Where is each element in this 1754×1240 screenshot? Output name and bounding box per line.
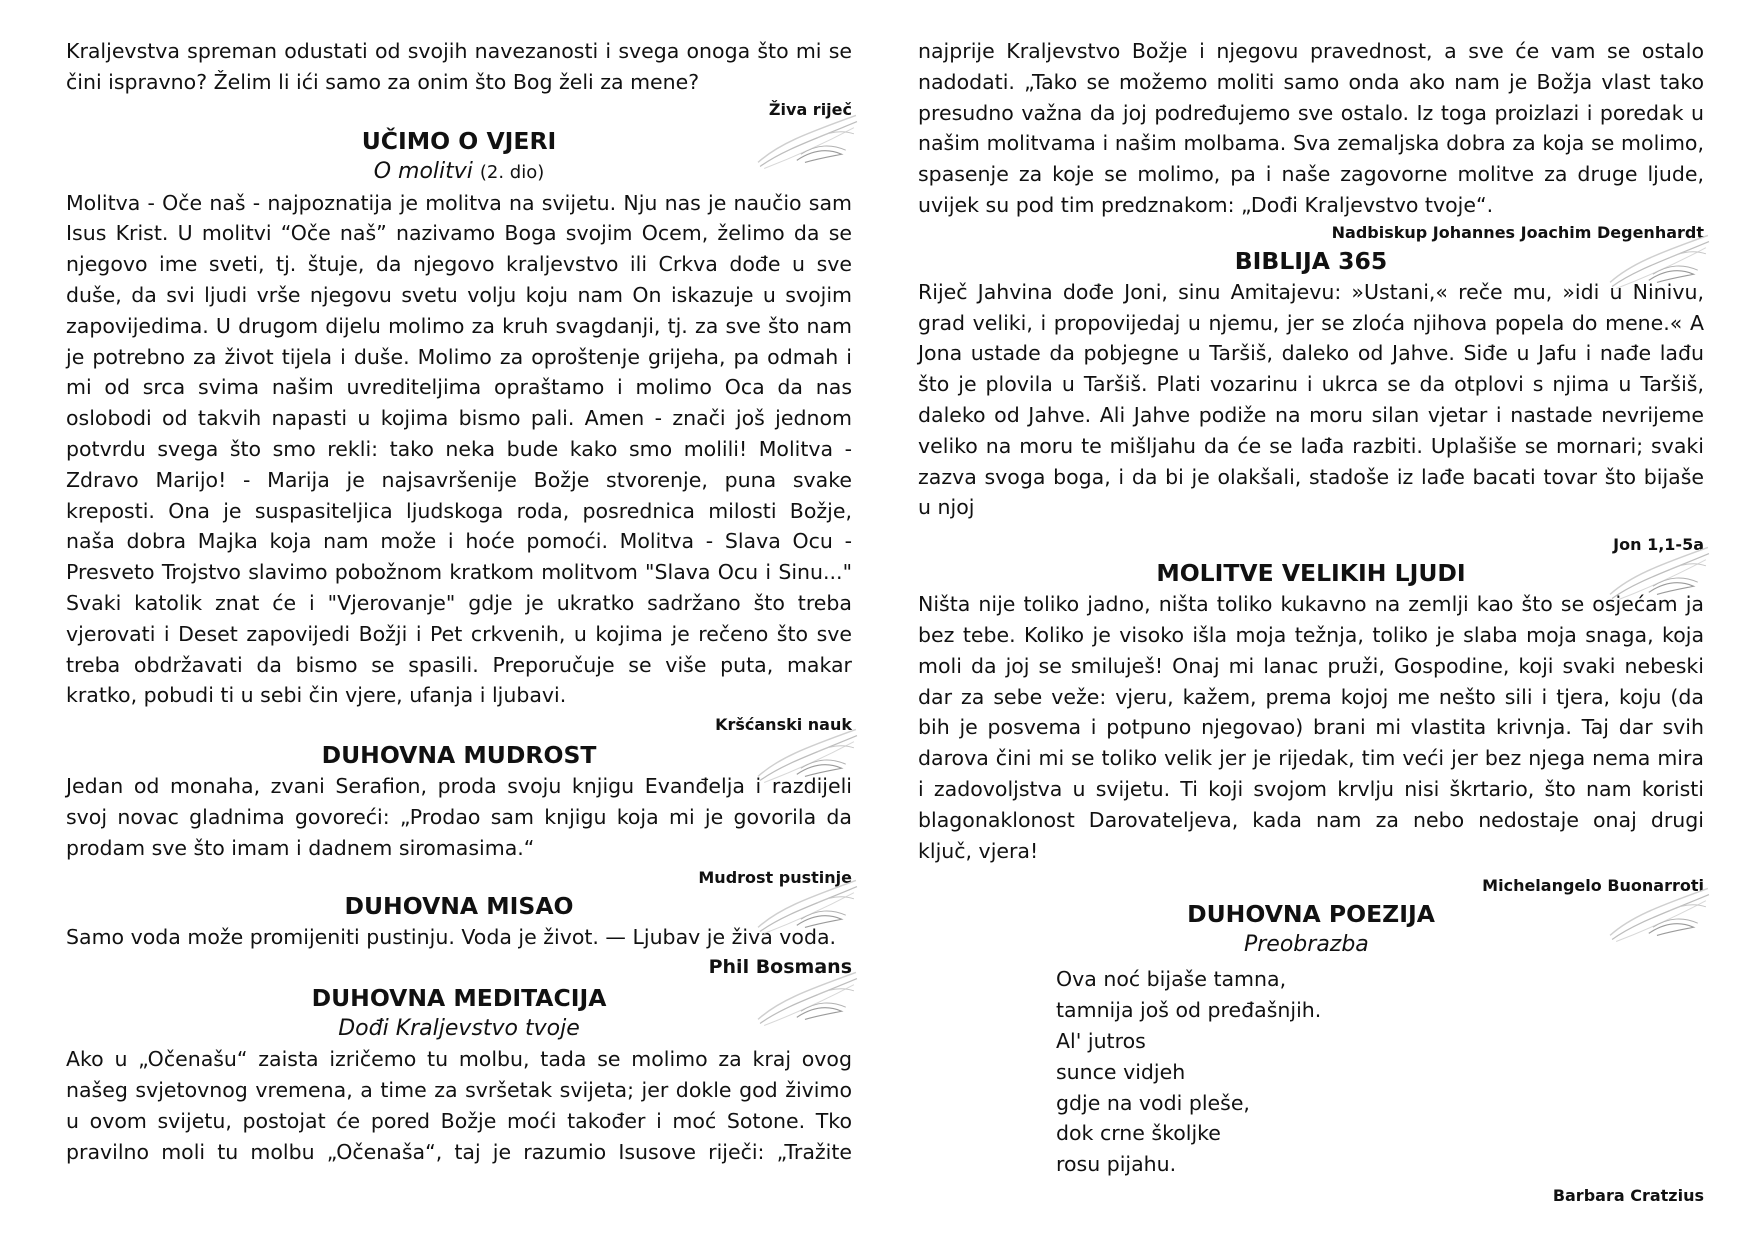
- ucimo-source: Kršćanski nauk: [715, 715, 852, 735]
- swirl-ornament-icon: [756, 878, 858, 936]
- intro-source: Živa riječ: [768, 99, 852, 119]
- mudrost-heading-text: DUHOVNA MUDROST: [321, 741, 597, 770]
- ucimo-heading-text: UČIMO O VJERI: [361, 126, 557, 155]
- biblija-source: Jon 1,1-5a: [1613, 535, 1704, 555]
- right-column: [918, 36, 1704, 1208]
- meditacija-continued-paragraph: najprije Kraljevstvo Božje i njegovu pravednost, a sve će vam se ostalo nadodati. „Tako se možemo moliti samo onda ako nam je Božja vlast tako presudno važna da joj podređujemo sve ostalo. Iz toga proizlazi i poredak u našim molitvama i našim molbama. Sva zemaljska dobra za koja se molimo, spasenje za koje se molimo, pa i naše zagovorne molitve za druge ljude, uvijek su pod tim predznakom: „Dođi Kraljevstvo tvoje“.: [918, 39, 1704, 217]
- mudrost-paragraph: Jedan od monaha, zvani Serafion, proda svoju knjigu Evanđelja i razdijeli svoj novac gladnima govoreći: „Prodao sam knjigu koja mi je govorila da prodam sve što imam i dadnem siromasima.“: [66, 774, 852, 860]
- swirl-ornament-icon: [1608, 886, 1710, 944]
- meditacija-subtitle: Dođi Kraljevstvo tvoje: [338, 1016, 580, 1042]
- swirl-ornament-icon: [756, 970, 858, 1028]
- poem-line: Ova noć bijaše tamna,: [1056, 967, 1287, 992]
- swirl-ornament-icon: [756, 113, 858, 171]
- left-column: [66, 36, 852, 1168]
- ucimo-subtitle-text: O molitvi: [373, 158, 473, 184]
- molitve-source: Michelangelo Buonarroti: [1482, 876, 1704, 896]
- meditacija-heading-text: DUHOVNA MEDITACIJA: [311, 984, 607, 1013]
- poem-line: dok crne školjke: [1056, 1121, 1221, 1146]
- biblija-heading-text: BIBLIJA 365: [1234, 246, 1388, 275]
- molitve-heading: [918, 557, 1704, 589]
- biblija-heading: [918, 245, 1704, 277]
- poezija-subtitle: Preobrazba: [1244, 932, 1369, 958]
- swirl-ornament-icon: [1608, 545, 1710, 603]
- ucimo-heading: [66, 125, 852, 157]
- misao-paragraph: Samo voda može promijeniti pustinju. Voda je život. — Ljubav je živa voda.: [66, 924, 837, 949]
- biblija-paragraph: Riječ Jahvina dođe Joni, sinu Amitajevu: »Ustani,« reče mu, »idi u Ninivu, grad veliki, i propovijedaj u njemu, jer se zloća njihova popela do mene.« A Jona ustade da pobjegne u Taršiš, daleko od Jahve. Siđe u Jafu i nađe lađu što je plovila u Taršiš. Plati vozarinu i ukrca se da otplovi s njima u Taršiš, daleko od Jahve. Ali Jahve podiže na moru silan vjetar i nastade nevrijeme veliko na moru te mišljahu da će se lađa razbiti. Uplašiše se mornari; svaki zazva svoga boga, i da bi je olakšali, stadoše iz lađe bacati tovar što bijaše u njoj: [918, 279, 1704, 520]
- swirl-ornament-icon: [1608, 233, 1710, 291]
- meditacija-paragraph: Ako u „Očenašu“ zaista izričemo tu molbu, tada se molimo za kraj ovog našeg svjetovnog vremena, a time za svršetak svijeta; jer dokle god živimo u ovom svijetu, postojat će pored Božje moći također i moć Sotone. Tko pravilno moli tu molbu „Očenaša“, taj je razumio Isusove riječi: „Tražite: [66, 1047, 852, 1164]
- poem-line: rosu pijahu.: [1056, 1152, 1177, 1177]
- misao-source: Phil Bosmans: [708, 956, 852, 979]
- poezija-heading-text: DUHOVNA POEZIJA: [1187, 900, 1435, 929]
- misao-heading-text: DUHOVNA MISAO: [344, 891, 574, 920]
- poezija-source: Barbara Cratzius: [1552, 1185, 1704, 1205]
- molitve-paragraph: Ništa nije toliko jadno, ništa toliko kukavno na zemlji kao što se osjećam ja bez tebe. Koliko je visoko išla moja težnja, toliko je slaba moja snaga, koja moli da joj se smiluješ! Onaj mi lanac pruži, Gospodine, koji svaki nebeski dar za sebe veže: vjeru, kažem, prema kojoj me nešto sili i tjera, koju (da bih je posvema i potpuno njegovao) brani mi vlastita krivnja. Taj dar svih darova čini mi se toliko velik jer je rijedak, tim veći jer bez njega nema mira i zadovoljstva u svijetu. Ti koji svojom krvlju nisi škrtario, što nam koristi blagonaklonost Darovateljeva, kada nam za nebo nedostaje onaj drugi ključ, vjera!: [918, 592, 1704, 863]
- poem-line: sunce vidjeh: [1056, 1059, 1186, 1084]
- swirl-ornament-icon: [756, 727, 858, 785]
- meditacija-source: Nadbiskup Johannes Joachim Degenhardt: [1331, 222, 1704, 242]
- intro-paragraph: Kraljevstva spreman odustati od svojih navezanosti i svega onoga što mi se čini ispravno? Želim li ići samo za onim što Bog želi za mene?: [66, 39, 852, 94]
- poem: [1056, 964, 1704, 1180]
- ucimo-paragraph: Molitva - Oče naš - najpoznatija je molitva na svijetu. Nju nas je naučio sam Isus Krist. U molitvi “Oče naš” nazivamo Boga svojim Ocem, želimo da se njegovo ime sveti, tj. štuje, da njegovo kraljevstvo ili Crkva dođe u sve duše, da svi ljudi vrše njegovu svetu volju koju nam On iskazuje u svojim zapovijedima. U drugom dijelu molimo za kruh svagdanji, tj. za sve što nam je potrebno za život tijela i duše. Molimo za oproštenje grijeha, pa odmah i mi od srca svima našim uvrediteljima opraštamo i molimo Oca da nas oslobodi od takvih napasti u kojima bismo pali. Amen - znači još jednom potvrdu svega što smo rekli: tako neka bude kako smo molili! Molitva - Zdravo Marijo! - Marija je najsavršenije Božje stvorenje, puna svake kreposti. Ona je suspasiteljica ljudskoga roda, posrednica milosti Božje, naša dobra Majka koja nam može i hoće pomoći. Molitva - Slava Ocu - Presveto Trojstvo slavimo pobožnom kratkom molitvom "Slava Ocu i Sinu..." Svaki katolik znat će i "Vjerovanje" gdje je ukratko sadržano što treba vjerovati i Deset zapovijedi Božji i Pet crkvenih, u kojima je rečeno što sve treba obdržavati da bismo se spasili. Preporučuje se više puta, makar kratko, pobudi ti u sebi čin vjere, ufanja i ljubavi.: [66, 190, 852, 708]
- mudrost-source: Mudrost pustinje: [698, 867, 852, 887]
- meditacija-heading: [66, 982, 852, 1014]
- ucimo-subtitle-note: (2. dio): [479, 161, 545, 183]
- poem-line: Al' jutros: [1056, 1028, 1146, 1053]
- misao-heading: [66, 890, 852, 922]
- mudrost-heading: [66, 739, 852, 771]
- ucimo-subtitle: [66, 157, 852, 188]
- poem-line: tamnija još od pređašnjih.: [1056, 998, 1322, 1023]
- poem-line: gdje na vodi pleše,: [1056, 1090, 1250, 1115]
- molitve-heading-text: MOLITVE VELIKIH LJUDI: [1156, 559, 1466, 588]
- poezija-heading: [918, 898, 1704, 930]
